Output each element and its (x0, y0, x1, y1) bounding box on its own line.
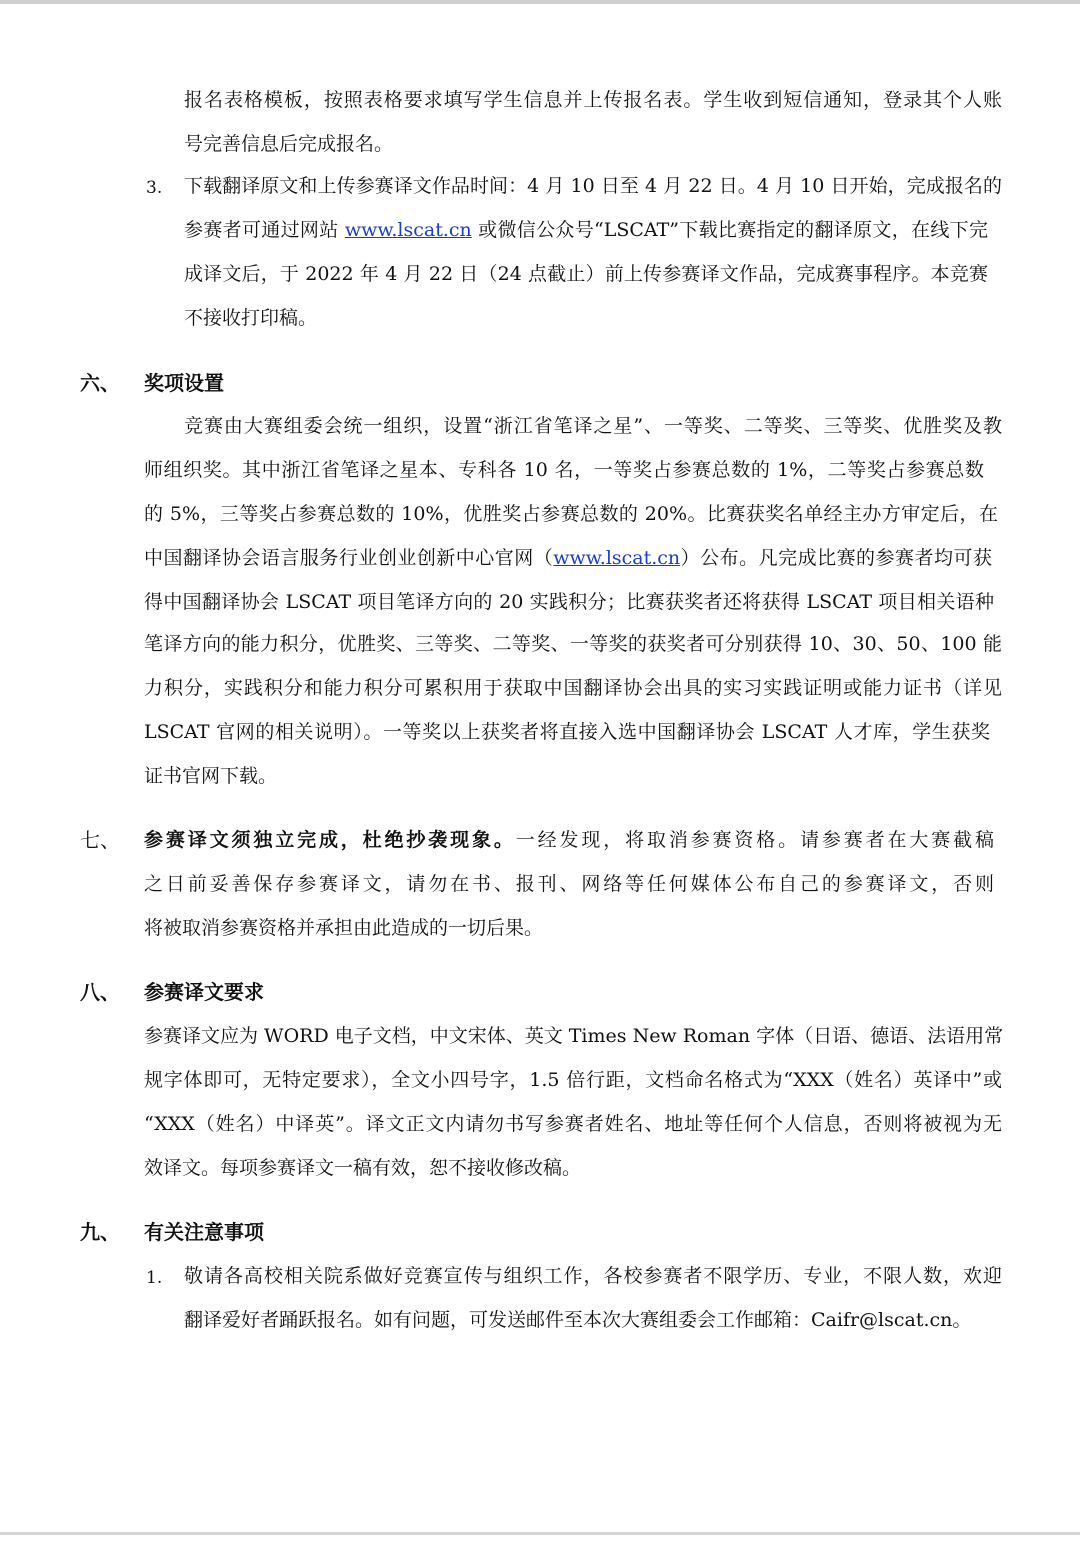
item3-line-2-pre: 参赛者可通过网站 (184, 219, 345, 241)
section6-line-4 (144, 544, 992, 572)
section6-line-3: 的 5%，三等奖占参赛总数的 10%，优胜奖占参赛总数的 20%。比赛获奖名单经主办方审定后，在 (144, 503, 998, 525)
section9-number: 九、 (80, 1220, 120, 1244)
section6-line-1: 竞赛由大赛组委会统一组织，设置“浙江省笔译之星”、一等奖、二等奖、三等奖、优胜奖及教 (184, 415, 1002, 437)
section9-item1-number: 1. (146, 1268, 163, 1288)
section8-line-1: 参赛译文应为 WORD 电子文档，中文宋体、英文 Times New Roman 字体（日语、德语、法语用常 (144, 1025, 1004, 1047)
section6-line-8: LSCAT 官网的相关说明）。一等奖以上获奖者将直接入选中国翻译协会 LSCAT 人才库，学生获奖 (144, 721, 990, 743)
section6-line-7: 力积分，实践积分和能力积分可累积用于获取中国翻译协会出具的实习实践证明或能力证书（详见 (144, 677, 1002, 699)
section7-line-3: 将被取消参赛资格并承担由此造成的一切后果。 (144, 917, 544, 939)
section8-number: 八、 (80, 980, 120, 1004)
section7-number: 七、 (80, 828, 120, 852)
section9-item1-line-1: 敬请各高校相关院系做好竞赛宣传与组织工作，各校参赛者不限学历、专业，不限人数，欢迎 (184, 1265, 1002, 1287)
section6-line-4-post: ）公布。凡完成比赛的参赛者均可获 (680, 547, 992, 569)
section8-line-4: 效译文。每项参赛译文一稿有效，恕不接收修改稿。 (144, 1157, 582, 1179)
item3-line-3: 成译文后，于 2022 年 4 月 22 日（24 点截止）前上传参赛译文作品，完成赛事程序。本竞赛 (184, 263, 988, 285)
item2-line-1: 报名表格模板，按照表格要求填写学生信息并上传报名表。学生收到短信通知，登录其个人账 (184, 89, 1002, 111)
item3-line-2-post: 或微信公众号“LSCAT”下载比赛指定的翻译原文，在线下完 (471, 219, 988, 241)
section8-line-2: 规字体即可，无特定要求），全文小四号字，1.5 倍行距，文档命名格式为“XXX（姓名）英译中”或 (144, 1069, 1002, 1091)
section7-line-2: 之日前妥善保存参赛译文，请勿在书、报刊、网络等任何媒体公布自己的参赛译文，否则 (144, 873, 994, 895)
section8-line-3: “XXX（姓名）中译英”。译文正文内请勿书写参赛者姓名、地址等任何个人信息，否则将被视为无 (144, 1113, 1002, 1135)
section9-item1-line-2: 翻译爱好者踊跃报名。如有问题，可发送邮件至本次大赛组委会工作邮箱：Caifr@lscat.cn。 (184, 1309, 972, 1331)
item2-line-2: 号完善信息后完成报名。 (184, 133, 394, 155)
section8-title: 参赛译文要求 (144, 980, 264, 1004)
item3-number: 3. (146, 178, 163, 198)
section9-title: 有关注意事项 (144, 1220, 264, 1244)
page-bottom-edge (0, 1532, 1080, 1535)
section7-line-1-rest: 一经发现，将取消参赛资格。请参赛者在大赛截稿 (515, 829, 994, 851)
section6-line-2: 师组织奖。其中浙江省笔译之星本、专科各 10 名，一等奖占参赛总数的 1%，二等奖占参赛总数 (144, 459, 984, 481)
section6-line-6: 笔译方向的能力积分，优胜奖、三等奖、二等奖、一等奖的获奖者可分别获得 10、30、50、100 能 (144, 633, 1002, 655)
item3-line-1: 下载翻译原文和上传参赛译文作品时间：4 月 10 日至 4 月 22 日。4 月 10 日开始，完成报名的 (184, 175, 1002, 197)
section6-line-9: 证书官网下载。 (144, 765, 278, 787)
lscat-website-link[interactable]: www.lscat.cn (344, 219, 472, 241)
section6-title: 奖项设置 (144, 371, 224, 395)
section7-bold-statement: 参赛译文须独立完成，杜绝抄袭现象。 (144, 829, 516, 851)
section6-line-4-pre: 中国翻译协会语言服务行业创业创新中心官网（ (144, 547, 554, 569)
section6-number: 六、 (80, 371, 120, 395)
item3-line-4: 不接收打印稿。 (184, 307, 318, 329)
lscat-official-link[interactable]: www.lscat.cn (553, 547, 681, 569)
section6-line-5: 得中国翻译协会 LSCAT 项目笔译方向的 20 实践积分；比赛获奖者还将获得 LSCAT 项目相关语种 (144, 591, 994, 613)
section7-line-1 (144, 826, 994, 854)
item3-line-2 (184, 216, 988, 244)
